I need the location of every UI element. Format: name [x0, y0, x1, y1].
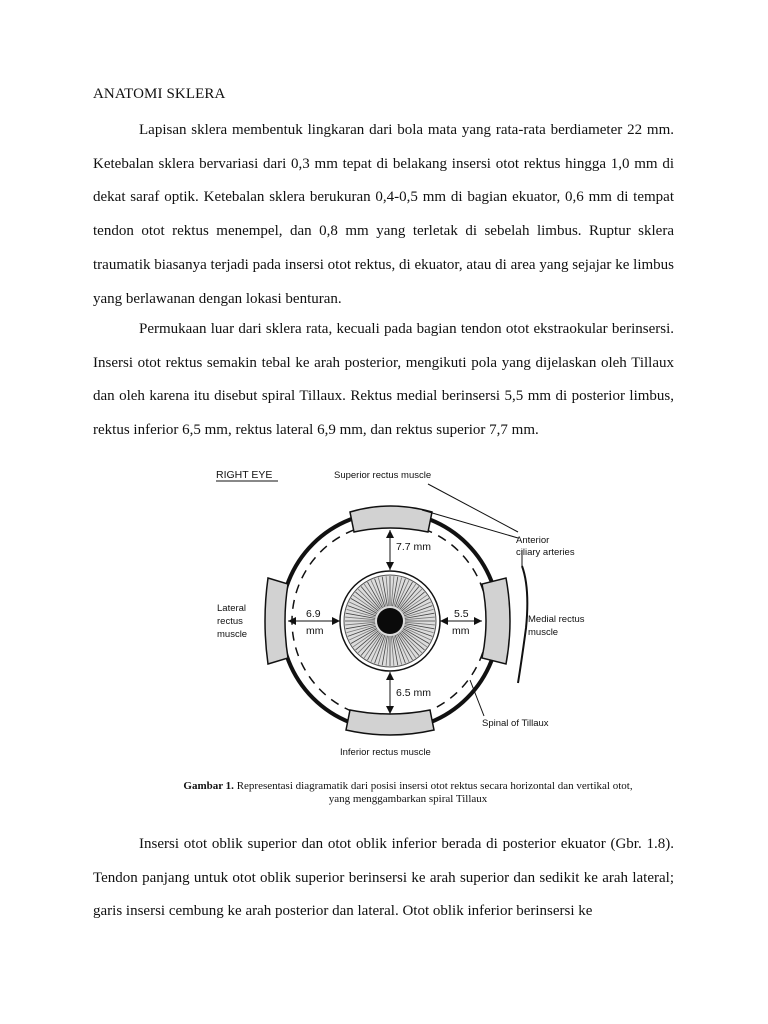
lateral-distance-unit: mm	[306, 625, 324, 637]
arrowhead	[474, 617, 482, 625]
arteries-label-1: Anterior	[516, 535, 550, 546]
caption-line-2: yang menggambarkan spiral Tillaux	[328, 793, 488, 805]
medial-label-2: muscle	[528, 627, 559, 638]
lateral-label-2: rectus	[217, 616, 243, 627]
caption-label: Gambar 1.	[183, 780, 234, 792]
section-heading: ANATOMI SKLERA	[93, 86, 226, 102]
eye-title: RIGHT EYE	[216, 469, 273, 481]
figure-caption	[138, 780, 678, 806]
lateral-distance-value: 6.9	[306, 608, 321, 620]
paragraph-oblique-insertion: Insersi otot oblik superior dan otot oblik inferior berada di posterior ekuator (Gbr. 1.8). Tendon panjang untuk otot oblik superior berinsersi ke arah superior dan sedikit ke arah lateral; garis insersi cembung ke arah posterior dan lateral. Otot oblik inferior berinsersi ke	[93, 836, 674, 920]
eye-diagram	[200, 458, 660, 768]
arrowhead	[386, 530, 394, 538]
inferior-rectus-label: Inferior rectus muscle	[340, 747, 431, 758]
lateral-label-3: muscle	[217, 629, 248, 640]
spiral-of-tillaux-label: Spinal of Tillaux	[482, 718, 549, 729]
paragraph-tillaux-spiral: Permukaan luar dari sklera rata, kecuali pada bagian tendon otot ekstraokular berinsersi. Insersi otot rektus semakin tebal ke arah posterior, mengikuti pola yang dijelaskan oleh Tillaux dan oleh karena itu disebut spiral Tillaux. Rektus medial berinsersi 5,5 mm di posterior limbus, rektus inferior 6,5 mm, rektus lateral 6,9 mm, dan rektus superior 7,7 mm.	[93, 321, 674, 439]
superior-distance-label: 7.7 mm	[396, 541, 432, 553]
medial-distance-value: 5.5	[454, 608, 469, 620]
arrowhead	[386, 706, 394, 714]
arrowhead	[386, 672, 394, 680]
eye-diagram-figure	[200, 458, 660, 768]
arrowhead	[332, 617, 340, 625]
medial-rectus-insertion	[482, 578, 510, 664]
pupil	[377, 608, 403, 634]
inferior-distance-label: 6.5 mm	[396, 687, 432, 699]
medial-label-1: Medial rectus	[528, 614, 585, 625]
arrowhead	[386, 562, 394, 570]
lateral-label-1: Lateral	[217, 603, 247, 614]
caption-line-1: Representasi diagramatik dari posisi insersi otot rektus secara horizontal dan vertikal otot,	[236, 780, 633, 792]
superior-rectus-label: Superior rectus muscle	[334, 470, 432, 481]
anterior-ciliary-artery-vessel	[518, 566, 527, 683]
arteries-label-2: ciliary arteries	[516, 547, 575, 558]
lateral-rectus-insertion	[265, 578, 288, 664]
paragraph-sclera-thickness: Lapisan sklera membentuk lingkaran dari bola mata yang rata-rata berdiameter 22 mm. Ketebalan sklera bervariasi dari 0,3 mm tepat di belakang insersi otot rektus hingga 1,0 mm di dekat saraf optik. Ketebalan sklera berukuran 0,4-0,5 mm di bagian ekuator, 0,6 mm di tempat tendon otot rektus menempel, dan 0,8 mm yang terletak di sebelah limbus. Ruptur sklera traumatik biasanya terjadi pada insersi otot rektus, di ekuator, atau di area yang sejajar ke limbus yang berlawanan dengan lokasi benturan.	[93, 122, 674, 307]
medial-distance-unit: mm	[452, 625, 470, 637]
arrowhead	[440, 617, 448, 625]
superior-rectus-insertion	[350, 506, 432, 532]
